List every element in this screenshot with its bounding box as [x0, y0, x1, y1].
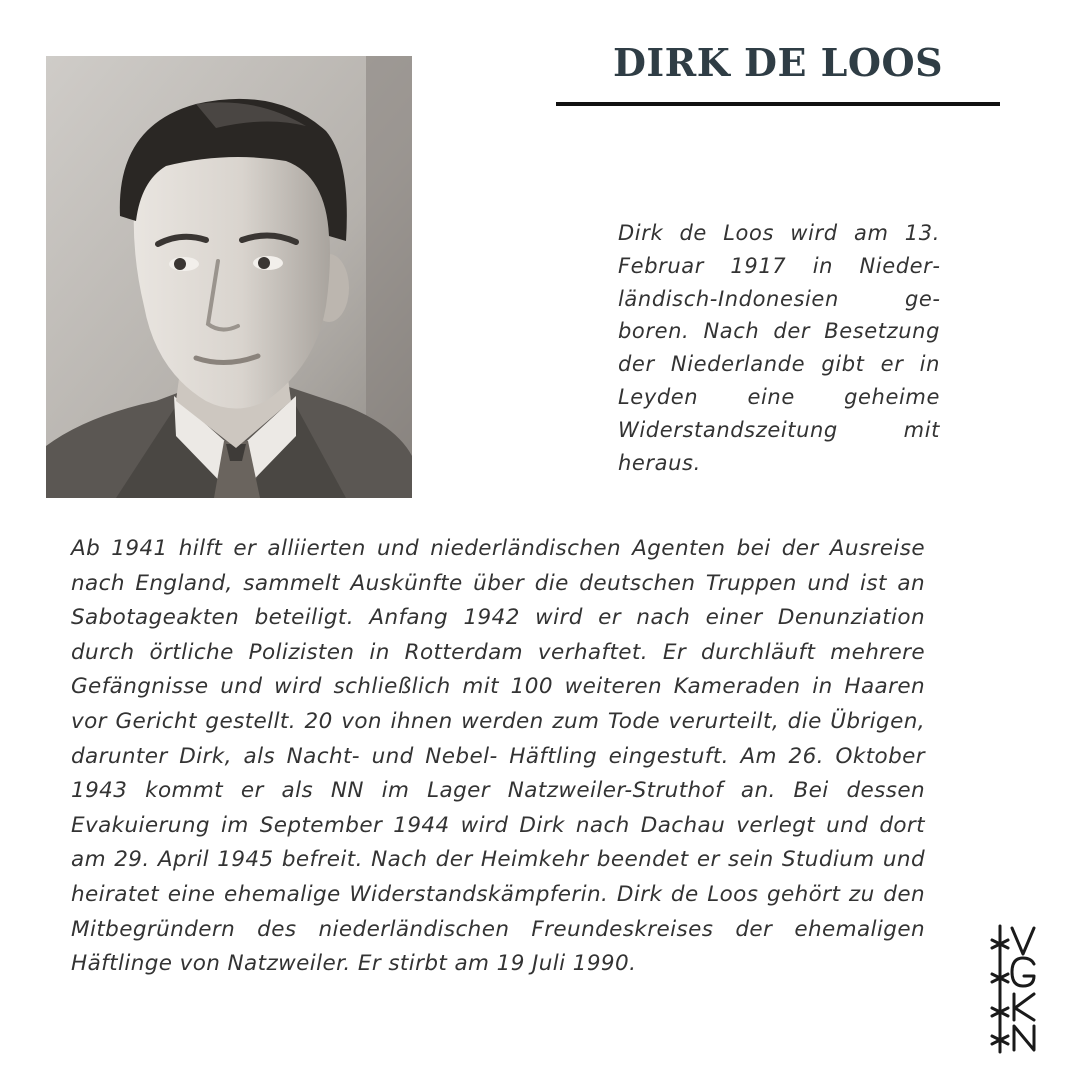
- page-title: DIRK DE LOOS: [612, 40, 944, 85]
- biography-paragraph: Ab 1941 hilft er alliierten und niederländischen Agenten bei der Ausreise nach England, sammelt Auskünfte über die deutschen Truppen und ist an Sabotageakten beteiligt. Anfang 1942 wird er nach einer Denunziation durch örtliche Polizisten in Rotterdam verhaftet. Er durchläuft mehrere Gefängnisse und wird schließlich mit 100 weiteren Kameraden in Haaren vor Gericht gestellt. 20 von ihnen werden zum Tode verurteilt, die Übrigen, darunter Dirk, als Nacht- und Nebel- Häftling eingestuft. Am 26. Oktober 1943 kommt er als NN im Lager Natzweiler-Struthof an. Bei dessen Evakuierung im September 1944 wird Dirk nach Dachau verlegt und dort am 29. April 1945 befreit. Nach der Heimkehr beendet er sein Studium und heiratet eine ehemalige Widerstandskämpferin. Dirk de Loos gehört zu den Mitbegründern des niederländischen Freundeskreises der ehemaligen Häftlinge von Natzweiler. Er stirbt am 19 Juli 1990.: [71, 536, 925, 977]
- portrait-photo: [46, 56, 412, 498]
- intro-paragraph: Dirk de Loos wird am 13. Februar 1917 in Niederländisch-Indonesien geboren. Nach der Besetzung der Niederlande gibt er in Leyden eine geheime Widerstandszeitung mit heraus.: [618, 221, 940, 475]
- barbed-wire-logo-icon: [988, 922, 1042, 1056]
- title-underline: [556, 102, 1000, 106]
